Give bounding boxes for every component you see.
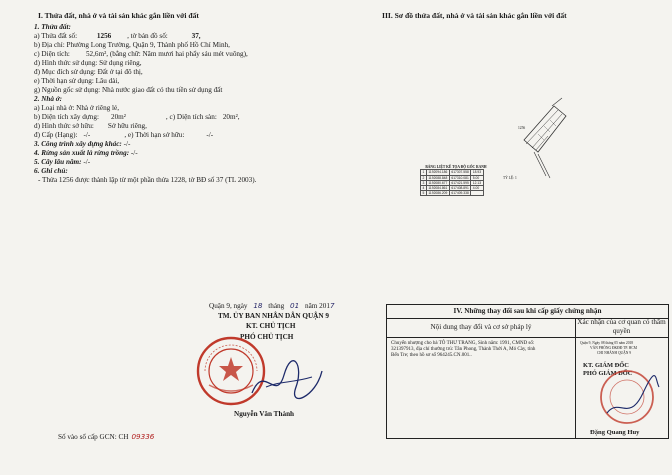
area-line: c) Diện tích: 52,6m², (bằng chữ: Năm mươi hai phẩy sáu mét vuông),	[34, 50, 248, 58]
branch-seal	[599, 367, 661, 427]
coord-cell: 1192084.861	[428, 186, 448, 191]
coord-cell: 4.00	[471, 186, 483, 191]
term-line: e) Thời hạn sử dụng: Lâu dài,	[34, 77, 120, 85]
lot-label: 1256	[518, 126, 526, 130]
coord-cell	[471, 191, 483, 196]
coord-row	[421, 175, 484, 180]
coord-table	[420, 165, 492, 196]
coord-cell: 617409.338	[451, 191, 469, 196]
coord-cell: 1192086.209	[428, 191, 448, 196]
works-line: 3. Công trình xây dựng khác: -/-	[34, 140, 131, 148]
coord-cell: 2	[422, 175, 425, 180]
confirm-signer: Đặng Quang Huy	[590, 429, 640, 436]
coord-cell: 1	[422, 170, 425, 175]
signature	[246, 353, 326, 407]
map-scale: TỶ LỆ: 1	[503, 176, 517, 180]
trees-line: 5. Cây lâu năm: -/-	[34, 158, 91, 166]
coord-cell: 3	[422, 180, 425, 185]
usage-form-line: d) Hình thức sử dụng: Sử dụng riêng,	[34, 59, 142, 67]
purpose-line: đ) Mục đích sử dụng: Đất ở tại đô thị,	[34, 68, 143, 76]
address-line: b) Địa chỉ: Phường Long Trường, Quận 9, Thành phố Hồ Chí Minh,	[34, 41, 230, 49]
parcel-map	[496, 96, 576, 184]
coord-table-title: BẢNG LIỆT KÊ TỌA ĐỘ GÓC RANH	[425, 165, 487, 169]
note-line: - Thửa 1256 được thành lập từ một phần thửa 1228, tờ BĐ số 37 (TL 2003).	[38, 176, 257, 184]
col-content-header: Nội dung thay đổi và cơ sở pháp lý	[430, 323, 532, 331]
confirm-office-2: CHI NHÁNH QUẬN 9	[597, 351, 632, 355]
confirm-office-1: VĂN PHÒNG ĐKĐĐ TP. HCM	[590, 346, 637, 350]
land-heading: 1. Thửa đất:	[34, 23, 71, 31]
house-type-line: a) Loại nhà ở: Nhà ở riêng lẻ,	[34, 104, 120, 112]
land-block	[34, 23, 256, 185]
notes-heading: 6. Ghi chú:	[34, 167, 68, 175]
coord-cell: 1192088.848	[428, 175, 448, 180]
position: PHÓ CHỦ TỊCH	[240, 333, 294, 341]
coord-cell: 617310.081	[451, 175, 469, 180]
coord-row	[421, 191, 484, 196]
coord-cell: 617307.558	[451, 170, 469, 175]
coord-cell: 1192080.677	[428, 180, 448, 185]
changes-table	[386, 304, 669, 439]
coord-row	[421, 170, 484, 175]
signer-name: Nguyễn Văn Thành	[234, 410, 295, 418]
coord-row	[421, 180, 484, 185]
confirm-title-2: PHÓ GIÁM ĐỐC	[583, 370, 633, 377]
coord-cell: 1192094.186	[428, 170, 448, 175]
change-text: Chuyển nhượng cho bà TÔ THƯ TRANG, Sinh năm: 1991, CMND số: 321397913, địa chỉ thường trú: Tân Phong, Thành Thới A, Mỏ Cày, tỉnh Bến Tre; theo hồ sơ số 964245.CN.001..	[391, 341, 536, 358]
coord-row	[421, 186, 484, 191]
coord-grid	[420, 169, 484, 196]
section4-title: IV. Những thay đổi sau khi cấp giấy chứng nhận	[453, 307, 602, 315]
confirm-title-1: KT. GIÁM ĐỐC	[583, 362, 629, 369]
house-heading: 2. Nhà ở:	[34, 95, 63, 103]
own-form-line: d) Hình thức sở hữu: Sở hữu riêng,	[34, 122, 147, 130]
confirm-date: Quận 9, Ngày 08 tháng 05 năm 2018	[580, 341, 634, 345]
origin-line: g) Nguồn gốc sử dụng: Nhà nước giao đất có thu tiền sử dụng đất	[34, 86, 223, 94]
issue-number: Số vào sổ cấp GCN: CH 09336	[58, 432, 155, 441]
authority: TM. ỦY BAN NHÂN DÂN QUẬN 9	[218, 312, 329, 320]
parcel-line: a) Thửa đất số: 1256 , tờ bản đồ số: 37,	[34, 32, 201, 40]
coord-cell: 5.00	[471, 175, 483, 180]
coord-cell: 18.93	[472, 170, 482, 175]
section3-title: III. Sơ đồ thửa đất, nhà ở và tài sản khác gắn liền với đất	[382, 11, 567, 20]
coord-cell: 5	[422, 191, 425, 196]
build-area-line: b) Diện tích xây dựng: 20m² , c) Diện tích sàn: 20m²,	[34, 113, 240, 121]
coord-cell: 4	[422, 186, 425, 191]
grade-line: đ) Cấp (Hạng): -/- , e) Thời hạn sở hữu: -/-	[34, 131, 214, 139]
coord-cell: 12.13	[472, 180, 482, 185]
col-confirm-header: Xác nhận của cơ quan có thẩm quyền	[577, 318, 666, 335]
on-behalf: KT. CHỦ TỊCH	[246, 322, 296, 330]
coord-cell: 617408.891	[451, 186, 469, 191]
coord-cell: 617421.595	[451, 180, 469, 185]
signing-date: Quận 9, ngày 18 tháng 01 năm 2017	[209, 301, 335, 310]
forest-line: 4. Rừng sản xuất là rừng trồng: -/-	[34, 149, 138, 157]
section1-title: I. Thửa đất, nhà ở và tài sản khác gắn liền với đất	[38, 11, 199, 20]
